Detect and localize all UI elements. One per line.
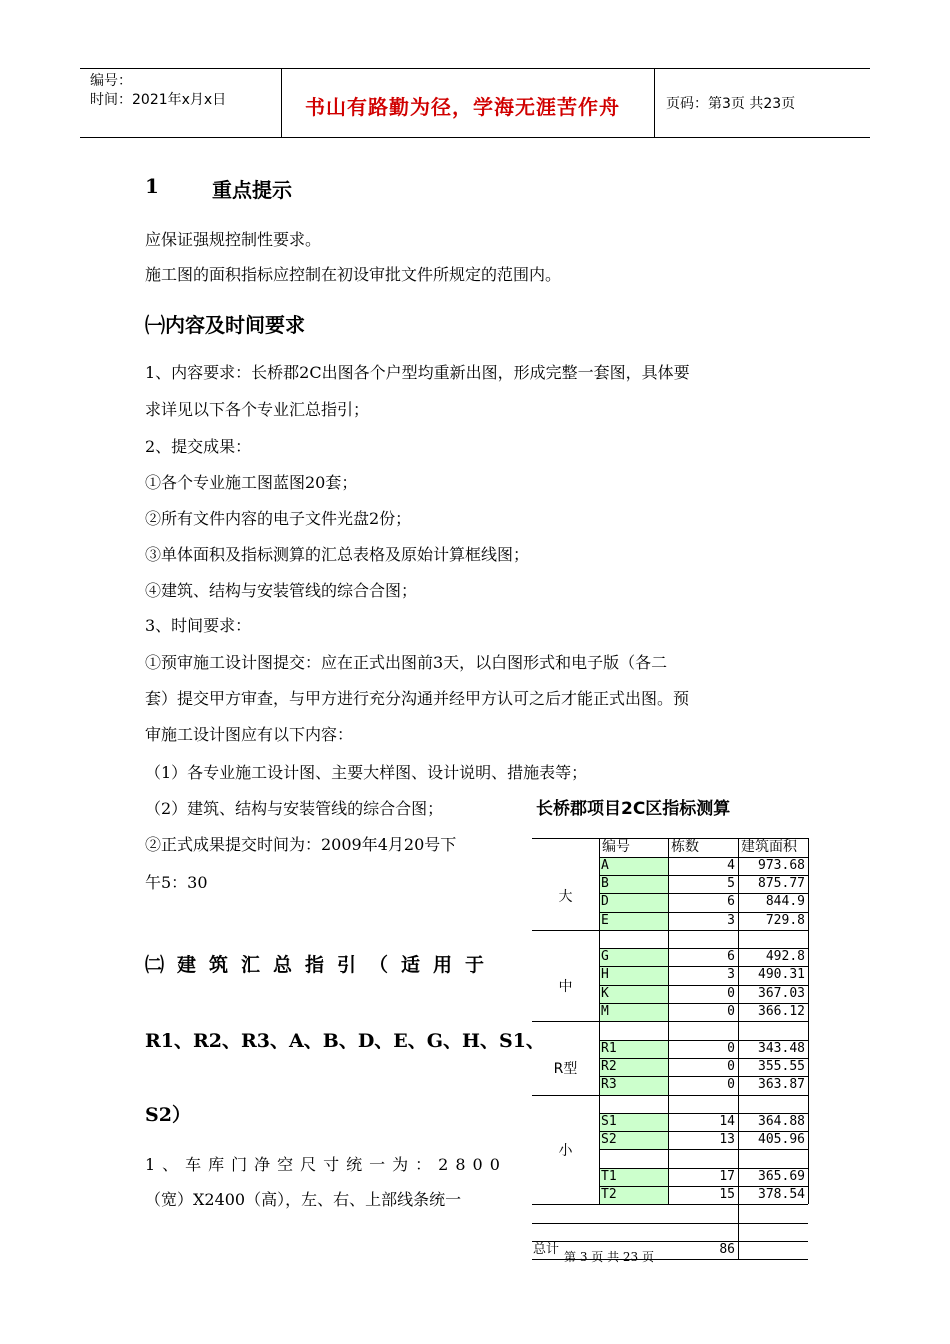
- table-header-cell: 建筑面积: [741, 839, 797, 855]
- table-cell-code: B: [601, 876, 609, 891]
- header-meta: [90, 72, 226, 110]
- table-cell-area: 367.03: [758, 986, 805, 1001]
- table-group-label: 中: [558, 979, 573, 995]
- paragraph-line: 施工图的面积指标应控制在初设审批文件所规定的范围内。: [145, 265, 562, 284]
- header-divider: [654, 69, 655, 137]
- table-cell-code: S2: [601, 1132, 617, 1147]
- table-cell-count: 3: [727, 913, 735, 928]
- table-rule: [599, 966, 808, 967]
- table-rule: [599, 875, 808, 876]
- table-rule: [599, 948, 808, 949]
- subsection-title: ㈠内容及时间要求: [145, 313, 305, 337]
- table-rule: [599, 1113, 808, 1114]
- table-rule: [599, 1003, 808, 1004]
- table-rule: [599, 1040, 808, 1041]
- table-cell-area: 973.68: [758, 858, 805, 873]
- code-cell-bg: [599, 1003, 668, 1022]
- paragraph-line: ②正式成果提交时间为：2009年4月20号下: [145, 835, 457, 854]
- code-cell-bg: [599, 966, 668, 985]
- header-divider: [281, 69, 282, 137]
- table-rule: [532, 1021, 808, 1022]
- table-cell-area: 363.87: [758, 1077, 805, 1092]
- table-cell-count: 5: [727, 876, 735, 891]
- table-rule: [599, 1058, 808, 1059]
- table-rule: [532, 930, 808, 931]
- table-cell-code: T1: [601, 1169, 617, 1184]
- paragraph-line: 应保证强规控制性要求。: [145, 230, 322, 249]
- table-title: 长桥郡项目2C区指标测算: [536, 799, 731, 819]
- table-rule: [532, 1223, 808, 1224]
- table-rule: [599, 1076, 808, 1077]
- table-cell-count: 0: [727, 1059, 735, 1074]
- table-rule: [532, 1204, 808, 1205]
- paragraph-line: ③单体面积及指标测算的汇总表格及原始计算框线图；: [145, 545, 530, 564]
- table-cell-count: 17: [719, 1169, 735, 1184]
- table-cell-code: M: [601, 1004, 609, 1019]
- table-rule: [599, 1186, 808, 1187]
- paragraph-line: 2、提交成果：: [145, 437, 252, 456]
- paragraph-line: ②所有文件内容的电子文件光盘2份；: [145, 509, 412, 528]
- paragraph-line: 求详见以下各个专业汇总指引；: [145, 400, 370, 419]
- table-cell-area: 343.48: [758, 1041, 805, 1056]
- table-footer: 第 3 页 共 23 页: [564, 1250, 654, 1264]
- table-cell-code: E: [601, 913, 609, 928]
- paragraph-line: ①各个专业施工图蓝图20套；: [145, 473, 358, 492]
- table-rule: [599, 1131, 808, 1132]
- table-cell-count: 4: [727, 858, 735, 873]
- table-cell-area: 365.69: [758, 1169, 805, 1184]
- code-cell-bg: [599, 948, 668, 967]
- paragraph-line: （2）建筑、结构与安装管线的综合合图；: [145, 799, 444, 818]
- paragraph-line: 套）提交甲方审查，与甲方进行充分沟通并经甲方认可之后才能正式出图。预: [145, 689, 690, 708]
- table-cell-code: S1: [601, 1114, 617, 1129]
- table-cell-count: 3: [727, 967, 735, 982]
- table-total-count: 86: [719, 1242, 735, 1257]
- table-cell-code: A: [601, 858, 609, 873]
- table-rule: [738, 838, 739, 1259]
- table-header-cell: 栋数: [671, 839, 699, 855]
- section-number: 1: [145, 174, 159, 198]
- code-cell-bg: [599, 875, 668, 894]
- table-cell-count: 13: [719, 1132, 735, 1147]
- table-cell-area: 355.55: [758, 1059, 805, 1074]
- paragraph-line: ①预审施工设计图提交：应在正式出图前3天，以白图形式和电子版（各二: [145, 653, 668, 672]
- table-cell-count: 14: [719, 1114, 735, 1129]
- table-cell-code: R2: [601, 1059, 617, 1074]
- section-title: 重点提示: [212, 178, 292, 202]
- table-cell-count: 0: [727, 1077, 735, 1092]
- table-rule: [532, 1095, 808, 1096]
- table-rule: [599, 912, 808, 913]
- paragraph-line: （宽）X2400（高），左、右、上部线条统一: [145, 1190, 462, 1209]
- table-rule: [599, 857, 808, 858]
- table-rule: [599, 1149, 808, 1150]
- table-cell-area: 378.54: [758, 1187, 805, 1202]
- table-cell-area: 490.31: [758, 967, 805, 982]
- table-group-label: 小: [558, 1143, 573, 1159]
- table-cell-count: 0: [727, 986, 735, 1001]
- table-cell-count: 0: [727, 1041, 735, 1056]
- paragraph-line: ④建筑、结构与安装管线的综合合图；: [145, 581, 418, 600]
- table-cell-code: R1: [601, 1041, 617, 1056]
- header-motto: 书山有路勤为径，学海无涯苦作舟: [305, 95, 620, 119]
- header-number: 编号：: [90, 73, 132, 89]
- table-rule: [599, 893, 808, 894]
- paragraph-line: （1）各专业施工设计图、主要大样图、设计说明、措施表等；: [145, 763, 588, 782]
- table-cell-area: 405.96: [758, 1132, 805, 1147]
- table-header-cell: 编号: [602, 839, 630, 855]
- code-cell-bg: [599, 985, 668, 1004]
- code-cell-bg: [599, 912, 668, 931]
- table-rule: [668, 838, 669, 1204]
- table-cell-area: 366.12: [758, 1004, 805, 1019]
- table-cell-code: T2: [601, 1187, 617, 1202]
- table-rule: [532, 1241, 808, 1242]
- table-cell-code: H: [601, 967, 609, 982]
- paragraph-line: 1、车库门净空尺寸统一为：2800: [145, 1155, 507, 1174]
- table-cell-count: 6: [727, 894, 735, 909]
- table-cell-area: 729.8: [765, 913, 805, 928]
- table-total-label: 总计: [533, 1242, 560, 1257]
- table-rule: [808, 838, 809, 1204]
- table-cell-count: 0: [727, 1004, 735, 1019]
- table-group-label: 大: [558, 889, 573, 905]
- table-cell-code: D: [601, 894, 609, 909]
- table-cell-code: R3: [601, 1077, 617, 1092]
- table-cell-area: 364.88: [758, 1114, 805, 1129]
- table-rule: [532, 838, 808, 839]
- table-cell-area: 875.77: [758, 876, 805, 891]
- table-cell-count: 6: [727, 949, 735, 964]
- table-cell-code: K: [601, 986, 609, 1001]
- code-cell-bg: [599, 893, 668, 912]
- table-cell-area: 492.8: [765, 949, 805, 964]
- paragraph-line: 3、时间要求：: [145, 616, 252, 635]
- table-group-label: R型: [553, 1061, 578, 1077]
- table-cell-code: G: [601, 949, 609, 964]
- table-rule: [599, 838, 600, 1204]
- paragraph-line: 审施工设计图应有以下内容：: [145, 725, 354, 744]
- header-page-number: 页码：第3页 共23页: [666, 96, 796, 112]
- table-rule: [599, 985, 808, 986]
- paragraph-line: 午5：30: [145, 873, 208, 892]
- header-time: 时间：2021年x月x日: [90, 92, 227, 108]
- table-cell-area: 844.9: [765, 894, 805, 909]
- page-header: [80, 68, 870, 138]
- subsection-title-cont: R1、R2、R3、A、B、D、E、G、H、S1、: [145, 1030, 545, 1052]
- code-cell-bg: [599, 857, 668, 876]
- subsection-title: ㈡建筑汇总指引（适用于: [145, 954, 498, 976]
- indicator-table: [532, 820, 810, 1260]
- table-rule: [599, 1168, 808, 1169]
- subsection-title-cont: S2）: [145, 1104, 191, 1126]
- paragraph-line: 1、内容要求：长桥郡2C出图各个户型均重新出图，形成完整一套图，具体要: [145, 363, 690, 382]
- table-cell-count: 15: [719, 1187, 735, 1202]
